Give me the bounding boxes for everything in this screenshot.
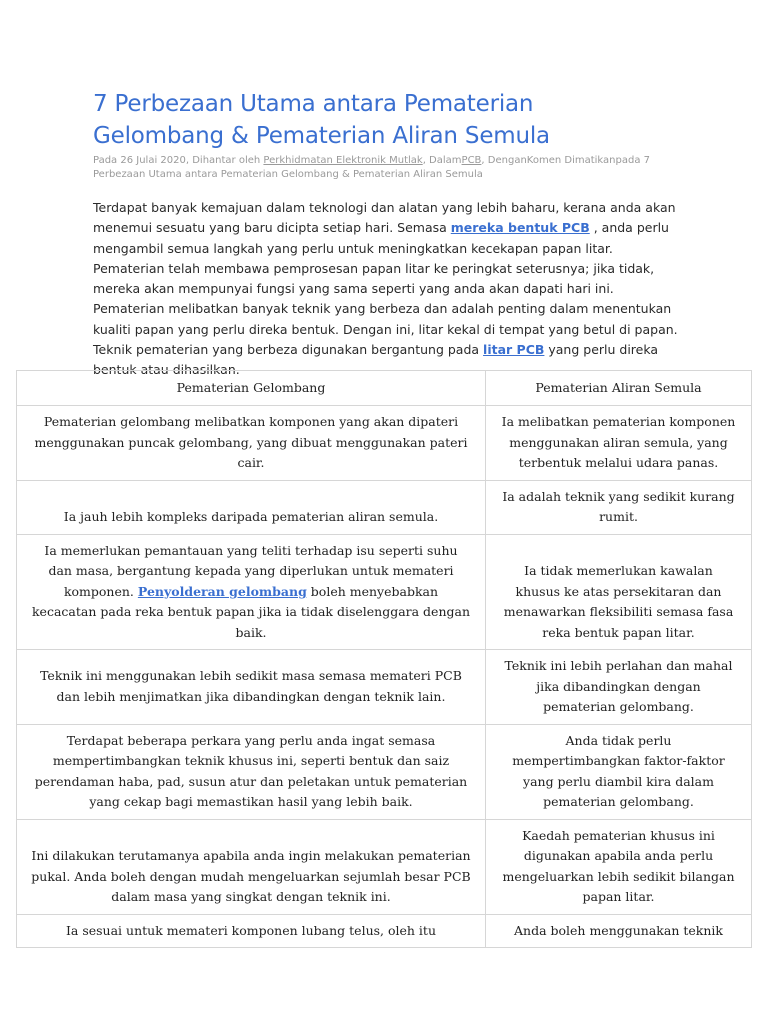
category-link[interactable]: PCB: [461, 155, 482, 166]
table-row: [17, 534, 752, 650]
author-link[interactable]: Perkhidmatan Elektronik Mutlak: [263, 155, 423, 166]
table-header-row: [17, 371, 752, 406]
intro-text-1: Terdapat banyak kemajuan dalam teknologi dan alatan yang lebih baharu, kerana anda akan menemui sesuatu yang baru dicipta setiap hari. Semasa: [93, 200, 676, 236]
meta-date-text: Pada 26 Julai 2020, Dihantar oleh: [93, 155, 264, 166]
post-meta: [93, 154, 685, 182]
table-cell-right: Anda boleh menggunakan teknik: [486, 914, 752, 948]
pcb-circuit-link[interactable]: litar PCB: [483, 342, 545, 358]
table-cell-left: Ia sesuai untuk memateri komponen lubang telus, oleh itu: [17, 914, 486, 948]
table-row: [17, 480, 752, 534]
table-cell-right: Ia adalah teknik yang sedikit kurang rumit.: [486, 480, 752, 534]
table-cell-right: Kaedah pematerian khusus ini digunakan apabila anda perlu mengeluarkan lebih sedikit bilangan papan litar.: [486, 819, 752, 914]
table-row: [17, 914, 752, 948]
table-cell-left: [17, 534, 486, 650]
article: [93, 88, 685, 393]
header-wave-soldering: Pematerian Gelombang: [17, 371, 486, 406]
title-line-2: Gelombang & Pematerian Aliran Semula: [93, 123, 550, 149]
table-cell-left: Ia jauh lebih kompleks daripada pematerian aliran semula.: [17, 480, 486, 534]
table-cell-right: Teknik ini lebih perlahan dan mahal jika dibandingkan dengan pematerian gelombang.: [486, 650, 752, 725]
meta-dalam-text: , Dalam: [422, 155, 462, 166]
table-cell-left: Ini dilakukan terutamanya apabila anda ingin melakukan pematerian pukal. Anda boleh dengan mudah mengeluarkan sejumlah besar PCB dalam masa yang singkat dengan teknik ini.: [17, 819, 486, 914]
comparison-table: [16, 370, 752, 948]
table-cell-right: Anda tidak perlu mempertimbangkan faktor-faktor yang perlu diambil kira dalam pematerian gelombang.: [486, 724, 752, 819]
table-row: [17, 406, 752, 481]
cell-text-pre: Ia memerlukan pemantauan yang teliti terhadap isu seperti suhu dan masa, bergantung kepada yang diperlukan untuk memateri komponen.: [44, 542, 458, 599]
wave-soldering-link[interactable]: Penyolderan gelombang: [137, 583, 307, 599]
table-row: [17, 819, 752, 914]
table-cell-left: Teknik ini menggunakan lebih sedikit masa semasa memateri PCB dan lebih menjimatkan jika dibandingkan dengan teknik lain.: [17, 650, 486, 725]
table-cell-left: Terdapat beberapa perkara yang perlu anda ingat semasa mempertimbangkan teknik khusus ini, seperti bentuk dan saiz perendaman haba, pad, susun atur dan peletakan untuk pematerian yang cekap bagi memastikan hasil yang lebih baik.: [17, 724, 486, 819]
cell-text-post: boleh menyebabkan kecacatan pada reka bentuk papan jika ia tidak diselenggara dengan baik.: [31, 583, 471, 640]
title-line-1: 7 Perbezaan Utama antara Pematerian: [93, 91, 534, 117]
table-row: [17, 724, 752, 819]
table-cell-left: Pematerian gelombang melibatkan komponen yang akan dipateri menggunakan puncak gelombang, yang dibuat menggunakan pateri cair.: [17, 406, 486, 481]
meta-rest-text: , DenganKomen Dimatikanpada 7 Perbezaan Utama antara Pematerian Gelombang & Pematerian Aliran Semula: [93, 155, 650, 180]
table-cell-right: Ia tidak memerlukan kawalan khusus ke atas persekitaran dan menawarkan fleksibiliti semasa fasa reka bentuk papan litar.: [486, 534, 752, 650]
table-row: [17, 650, 752, 725]
pcb-design-link[interactable]: mereka bentuk PCB: [450, 220, 590, 236]
table-cell-right: Ia melibatkan pematerian komponen menggunakan aliran semula, yang terbentuk melalui udara panas.: [486, 406, 752, 481]
intro-paragraph: [93, 198, 685, 381]
comparison-table-wrapper: [16, 370, 752, 948]
intro-text-3: yang perlu direka bentuk atau dihasilkan.: [93, 342, 659, 378]
intro-text-2: , anda perlu mengambil semua langkah yang perlu untuk meningkatkan kecekapan papan litar. Pematerian telah membawa pemprosesan papan litar ke peringkat seterusnya; jika tidak, mereka akan mempunyai fungsi yang sama seperti yang anda akan dapati hari ini. Pematerian melibatkan banyak teknik yang berbeza dan adalah penting dalam menentukan kualiti papan yang perlu direka bentuk. Dengan ini, litar kekal di tempat yang betul di papan. Teknik pematerian yang berbeza digunakan bergantung pada: [93, 220, 678, 358]
header-reflow-soldering: Pematerian Aliran Semula: [486, 371, 752, 406]
page-title: [93, 88, 685, 152]
